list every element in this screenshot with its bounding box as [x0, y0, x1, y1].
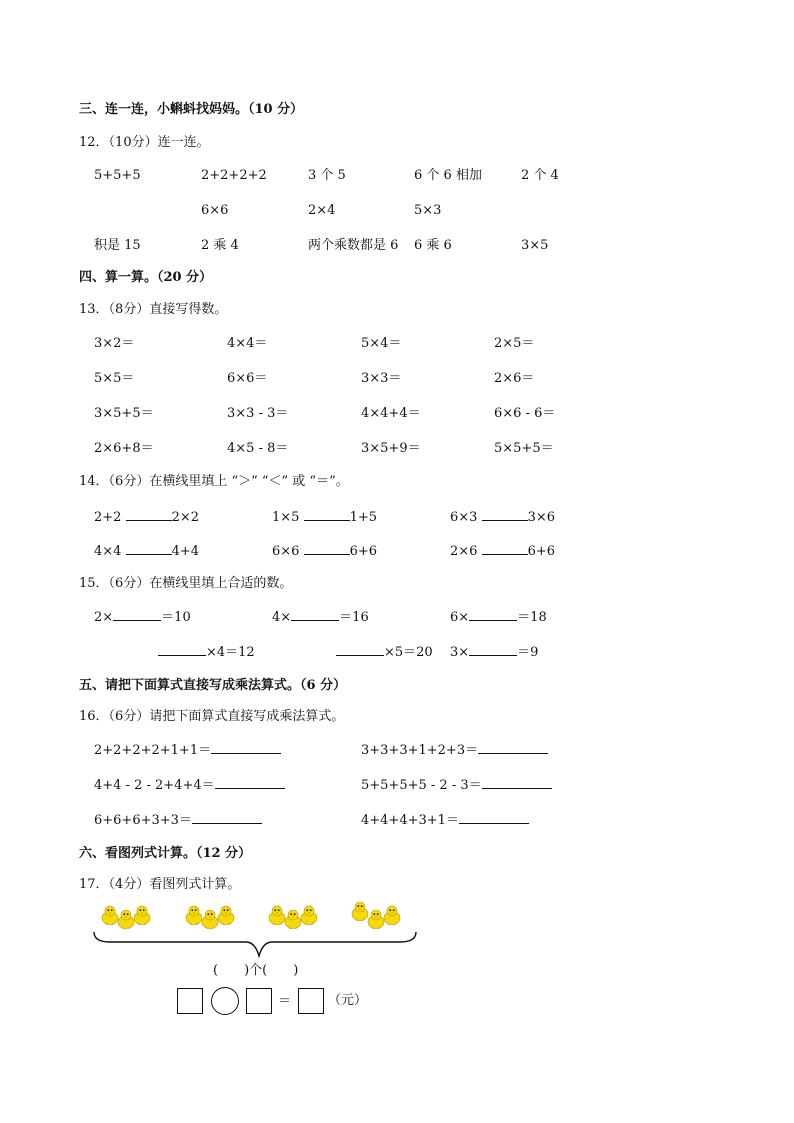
- rewrite-expr: 4+4 - 2 - 2+4+4＝: [94, 778, 215, 793]
- question-15-title: 15．（6分）在横线里填上合适的数。: [79, 576, 293, 591]
- unit-label: （元）: [328, 993, 368, 1008]
- compare-item: [272, 508, 377, 527]
- rewrite-item: [94, 811, 262, 830]
- rewrite-item: [361, 811, 529, 830]
- answer-box[interactable]: [298, 988, 324, 1014]
- chick-icon: [217, 905, 235, 925]
- match-item[interactable]: 2 个 4: [521, 168, 559, 183]
- compare-left: 2×6: [450, 544, 478, 559]
- calc-item: 3×5+5＝: [94, 406, 154, 421]
- section-5-header: 五、请把下面算式直接写成乘法算式。（6 分）: [79, 678, 347, 693]
- answer-blank[interactable]: [113, 608, 161, 621]
- fill-item: [272, 608, 369, 627]
- compare-left: 2+2: [94, 510, 122, 525]
- fill-item: [450, 608, 547, 627]
- fill-item: [450, 643, 538, 662]
- fill-item: [336, 643, 433, 662]
- equals-sign: ＝: [278, 994, 292, 1009]
- match-item[interactable]: 3 个 5: [308, 168, 346, 183]
- answer-blank[interactable]: [126, 542, 172, 555]
- calc-item: 2×6＝: [494, 371, 535, 386]
- answer-blank[interactable]: [482, 508, 528, 521]
- rewrite-expr: 4+4+4+3+1＝: [361, 813, 459, 828]
- calc-item: 3×3 - 3＝: [227, 406, 289, 421]
- match-item[interactable]: 6 乘 6: [414, 238, 452, 253]
- fill-left: 4×: [272, 610, 292, 625]
- chick-icon: [133, 905, 151, 925]
- calc-item: 3×3＝: [361, 371, 402, 386]
- match-item[interactable]: 2×4: [308, 203, 336, 218]
- fill-right: ×5＝20: [384, 645, 433, 660]
- match-item[interactable]: 积是 15: [94, 238, 141, 253]
- rewrite-expr: 5+5+5+5 - 2 - 3＝: [361, 778, 482, 793]
- match-item[interactable]: 6 个 6 相加: [414, 168, 482, 183]
- answer-blank[interactable]: [215, 776, 285, 789]
- fill-right: ×4＝12: [206, 645, 255, 660]
- answer-box[interactable]: [177, 988, 203, 1014]
- answer-blank[interactable]: [482, 542, 528, 555]
- brace-caption: ( )个( ): [213, 963, 299, 978]
- question-17-title: 17．（4分）看图列式计算。: [79, 877, 241, 892]
- rewrite-item: [361, 741, 548, 760]
- answer-blank[interactable]: [211, 741, 281, 754]
- compare-item: [450, 542, 555, 561]
- fill-left: 3×: [450, 645, 470, 660]
- calc-item: 4×4+4＝: [361, 406, 421, 421]
- fill-right: ＝16: [339, 610, 369, 625]
- calc-item: 4×5 - 8＝: [227, 441, 289, 456]
- fill-right: ＝18: [517, 610, 547, 625]
- answer-blank[interactable]: [192, 811, 262, 824]
- answer-blank[interactable]: [336, 643, 384, 656]
- calc-item: 5×4＝: [361, 336, 402, 351]
- calc-item: 3×5+9＝: [361, 441, 421, 456]
- compare-item: [94, 542, 199, 561]
- compare-left: 6×3: [450, 510, 478, 525]
- answer-blank[interactable]: [304, 508, 350, 521]
- fill-item: [158, 643, 255, 662]
- calc-item: 4×4＝: [227, 336, 268, 351]
- calc-item: 5×5+5＝: [494, 441, 554, 456]
- curly-brace: [90, 930, 420, 960]
- question-14-title: 14．（6分）在横线里填上 “＞” “＜” 或 “＝”。: [79, 474, 349, 489]
- section-3-header: 三、连一连，小蝌蚪找妈妈。（10 分）: [79, 102, 304, 117]
- answer-blank[interactable]: [478, 741, 548, 754]
- answer-blank[interactable]: [469, 643, 517, 656]
- match-item[interactable]: 6×6: [201, 203, 229, 218]
- fill-left: 2×: [94, 610, 114, 625]
- chick-icon: [300, 905, 318, 925]
- answer-blank[interactable]: [291, 608, 339, 621]
- match-item[interactable]: 3×5: [521, 238, 549, 253]
- compare-item: [450, 508, 555, 527]
- question-12-title: 12．（10分）连一连。: [79, 135, 210, 150]
- match-item[interactable]: 5×3: [414, 203, 442, 218]
- answer-blank[interactable]: [469, 608, 517, 621]
- compare-right: 6+6: [527, 544, 556, 559]
- section-6-header: 六、看图列式计算。（12 分）: [79, 846, 252, 861]
- fill-item: [94, 608, 191, 627]
- calc-item: 2×6+8＝: [94, 441, 154, 456]
- compare-right: 2×2: [171, 510, 200, 525]
- match-item[interactable]: 5+5+5: [94, 168, 141, 183]
- compare-right: 1+5: [349, 510, 378, 525]
- answer-blank[interactable]: [482, 776, 552, 789]
- match-item[interactable]: 2+2+2+2: [201, 168, 267, 183]
- answer-blank[interactable]: [459, 811, 529, 824]
- rewrite-item: [361, 776, 552, 795]
- calc-item: 3×2＝: [94, 336, 135, 351]
- fill-left: 6×: [450, 610, 470, 625]
- answer-blank[interactable]: [126, 508, 172, 521]
- calc-item: 6×6＝: [227, 371, 268, 386]
- compare-right: 6+6: [349, 544, 378, 559]
- rewrite-expr: 6+6+6+3+3＝: [94, 813, 192, 828]
- match-item[interactable]: 2 乘 4: [201, 238, 239, 253]
- question-13-title: 13．（8分）直接写得数。: [79, 302, 228, 317]
- compare-item: [272, 542, 377, 561]
- compare-item: [94, 508, 199, 527]
- compare-left: 1×5: [272, 510, 300, 525]
- calc-item: 6×6 - 6＝: [494, 406, 556, 421]
- rewrite-expr: 3+3+3+1+2+3＝: [361, 743, 479, 758]
- answer-blank[interactable]: [158, 643, 206, 656]
- rewrite-item: [94, 741, 281, 760]
- section-4-header: 四、算一算。（20 分）: [79, 270, 213, 285]
- operator-circle[interactable]: [211, 987, 239, 1015]
- question-16-title: 16．（6分）请把下面算式直接写成乘法算式。: [79, 709, 345, 724]
- compare-right: 3×6: [527, 510, 556, 525]
- calc-item: 5×5＝: [94, 371, 135, 386]
- chick-icon: [383, 905, 401, 925]
- compare-left: 4×4: [94, 544, 122, 559]
- fill-right: ＝9: [517, 645, 539, 660]
- answer-blank[interactable]: [304, 542, 350, 555]
- match-item[interactable]: 两个乘数都是 6: [308, 238, 399, 253]
- calc-item: 2×5＝: [494, 336, 535, 351]
- rewrite-item: [94, 776, 285, 795]
- answer-box[interactable]: [246, 988, 272, 1014]
- compare-right: 4+4: [171, 544, 200, 559]
- fill-right: ＝10: [161, 610, 191, 625]
- compare-left: 6×6: [272, 544, 300, 559]
- rewrite-expr: 2+2+2+2+1+1＝: [94, 743, 212, 758]
